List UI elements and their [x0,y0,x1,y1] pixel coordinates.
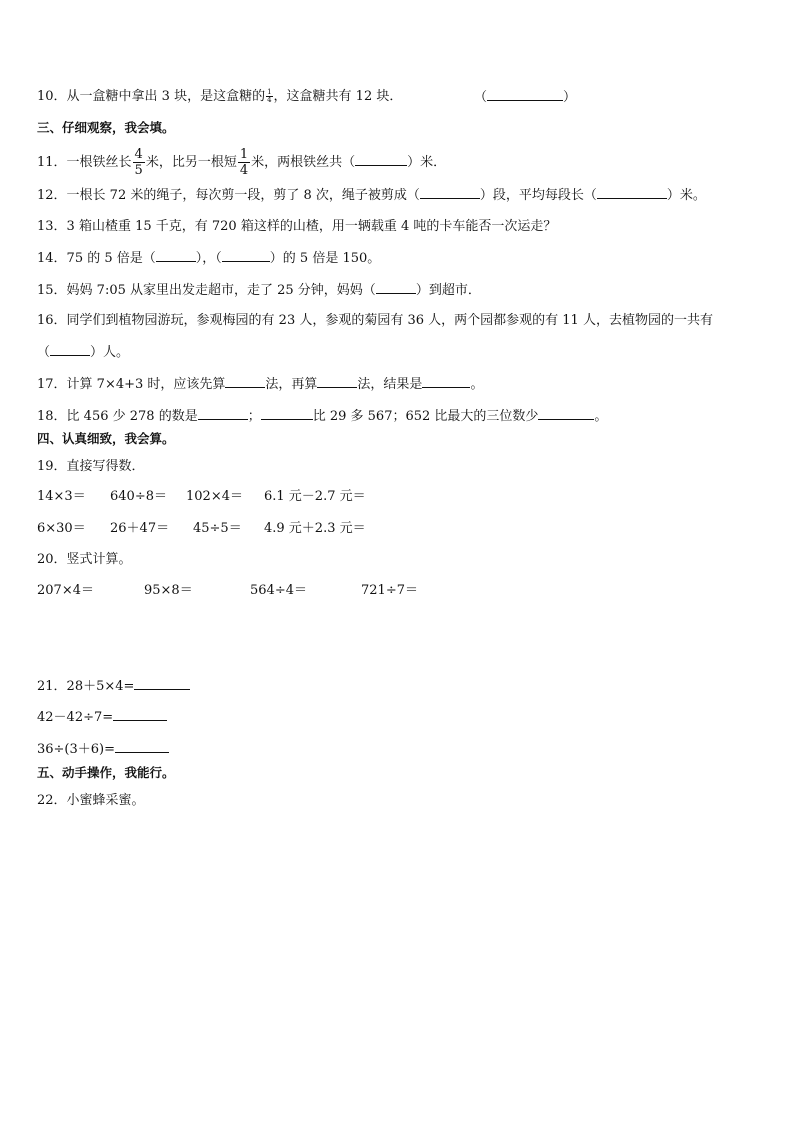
q15-text-b: ）到超市． [415,283,481,298]
q10-answer [474,88,576,107]
q16-text-b: ）人。 [90,345,130,360]
section-4-heading: 四、认真细致，我会算。 [37,431,175,446]
q11-answer-blank[interactable] [355,153,407,166]
q10-text-a: 10．从一盒糖中拿出 3 块，是这盒糖的 [37,89,266,104]
q11-text-b: 米，比另一根短 [145,155,237,170]
q10-paren-open: （ [474,90,488,105]
q18-text-b: ； [247,409,261,424]
q11-text-c: 米，两根铁丝共（ [251,155,356,170]
q10-answer-blank[interactable] [487,88,563,101]
q17-text-a: 17．计算 7×4+3 时，应该先算 [37,377,226,392]
q10-fraction-numerator: 1 [267,88,272,96]
q17-text-c: 法，结果是 [357,377,423,392]
q21-answer-blank-1[interactable] [134,677,190,690]
q18-text-c: 比 29 多 567；652 比最大的三位数少 [312,409,539,424]
q11-fraction-2-denominator: 4 [239,163,249,178]
q11-fraction-2-numerator: 1 [239,147,249,162]
q20-item: 721÷7＝ [361,583,418,598]
q17-answer-blank-2[interactable] [317,375,357,388]
q19-item: 102×4＝ [186,489,243,504]
q19-item: 4.9 元＋2.3 元＝ [264,521,366,536]
q14-answer-blank-1[interactable] [156,249,196,262]
q19-item: 14×3＝ [37,489,86,504]
question-21-line-1 [37,677,190,696]
q14-text-a: 14．75 的 5 倍是（ [37,251,156,266]
q21-answer-blank-3[interactable] [115,740,169,753]
q15-answer-blank[interactable] [376,281,416,294]
q21-expression-2: 42－42÷7= [37,710,114,725]
q11-text-a: 11．一根铁丝长 [37,155,132,170]
q20-item: 95×8＝ [144,583,193,598]
q21-expression-3: 36÷(3＋6)= [37,742,116,757]
section-5-heading: 五、动手操作，我能行。 [37,765,175,780]
q16-text-a: （ [37,345,51,360]
question-12 [37,186,706,205]
q17-answer-blank-1[interactable] [225,375,265,388]
q15-text-a: 15．妈妈 7:05 从家里出发走超市，走了 25 分钟，妈妈（ [37,283,376,298]
question-16-line-1: 16．同学们到植物园游玩，参观梅园的有 23 人，参观的菊园有 36 人，两个园都参观的有 11 人，去植物园的一共有 [37,313,713,328]
question-21-line-2 [37,708,167,727]
question-10 [37,88,402,106]
q17-text-d: 。 [470,377,484,392]
question-14 [37,249,380,268]
q11-fraction-1-denominator: 5 [134,163,143,178]
q19-item: 26＋47＝ [110,521,170,536]
q21-answer-blank-2[interactable] [113,708,167,721]
q11-fraction-2 [238,148,250,177]
q11-fraction-1-numerator: 4 [134,147,143,162]
q16-answer-blank[interactable] [50,343,90,356]
q18-answer-blank-1[interactable] [198,407,248,420]
q20-item: 207×4＝ [37,583,94,598]
q10-fraction [266,89,272,104]
q14-text-c: ）的 5 倍是 150。 [269,251,381,266]
q17-answer-blank-3[interactable] [422,375,470,388]
question-15 [37,281,481,300]
q19-item: 6×30＝ [37,521,86,536]
q12-answer-blank-1[interactable] [420,186,480,199]
question-21-line-3 [37,740,169,759]
q11-fraction-1 [133,148,145,177]
question-16-line-2 [37,343,129,362]
q19-item: 45÷5＝ [193,521,242,536]
q20-item: 564÷4＝ [250,583,307,598]
q18-text-a: 18．比 456 少 278 的数是 [37,409,198,424]
question-17 [37,375,483,394]
question-13: 13．3 箱山楂重 15 千克，有 720 箱这样的山楂，用一辆载重 4 吨的卡车能否一次运走？ [37,219,557,234]
q11-text-d: ）米． [407,155,447,170]
q10-fraction-denominator: 4 [267,96,272,104]
q19-item: 6.1 元－2.7 元＝ [264,489,366,504]
q12-text-c: ）米。 [666,188,706,203]
q21-expression-1: 21．28＋5×4= [37,679,135,694]
q10-text-b: ，这盒糖共有 12 块． [273,89,403,104]
q12-answer-blank-2[interactable] [597,186,667,199]
q18-answer-blank-3[interactable] [538,407,594,420]
section-3-heading: 三、仔细观察，我会填。 [37,120,175,135]
q19-item: 640÷8＝ [110,489,167,504]
question-22: 22．小蜜蜂采蜜。 [37,793,145,808]
q14-answer-blank-2[interactable] [222,249,270,262]
q12-text-a: 12．一根长 72 米的绳子，每次剪一段，剪了 8 次，绳子被剪成（ [37,188,420,203]
question-18 [37,407,607,426]
q17-text-b: 法，再算 [265,377,318,392]
question-20-title: 20．竖式计算。 [37,552,132,567]
q14-text-b: ），（ [195,251,222,266]
q18-text-d: 。 [594,409,608,424]
q18-answer-blank-2[interactable] [261,407,313,420]
question-19-title: 19．直接写得数． [37,459,145,474]
q12-text-b: ）段，平均每段长（ [479,188,597,203]
question-11 [37,148,446,177]
q10-paren-close: ） [563,90,577,105]
